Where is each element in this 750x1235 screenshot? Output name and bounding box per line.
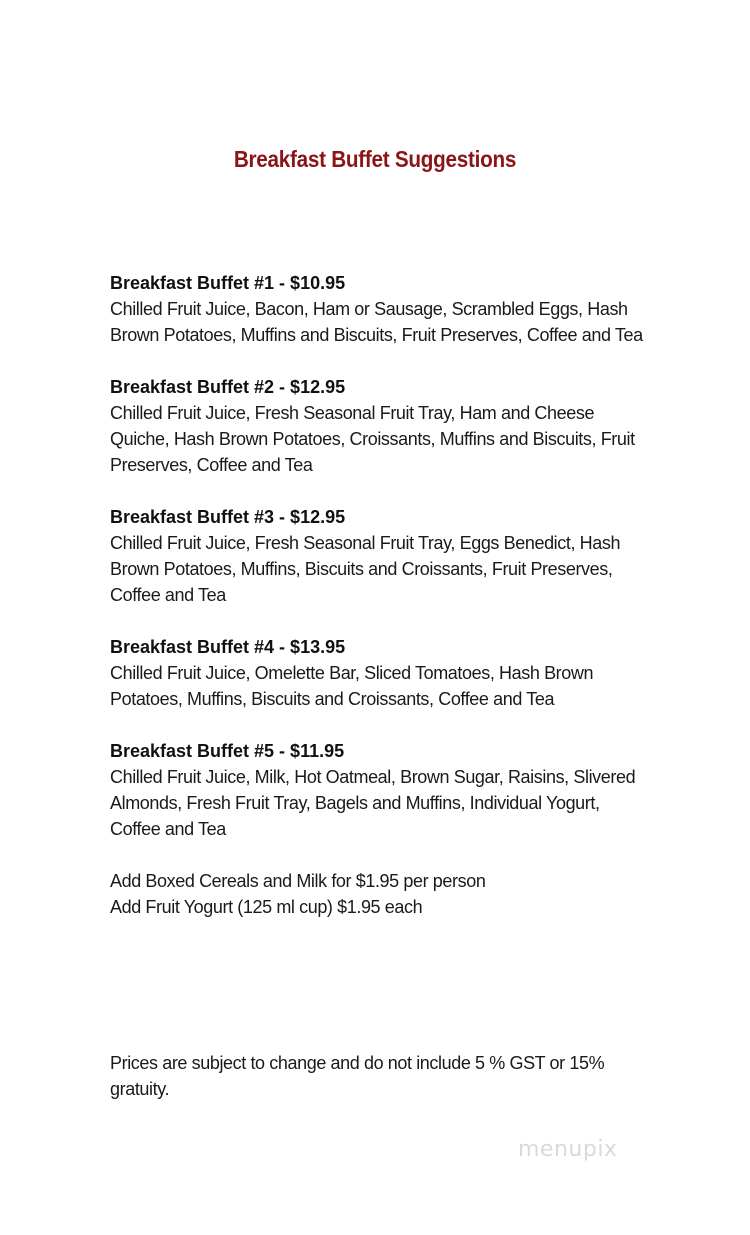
buffet-heading: Breakfast Buffet #5 - $11.95 (110, 741, 345, 761)
watermark-logo: menupix (518, 1137, 618, 1162)
addon-yogurt: Add Fruit Yogurt (125 ml cup) $1.95 each (110, 897, 423, 917)
buffet-heading: Breakfast Buffet #4 - $13.95 (110, 637, 346, 657)
buffet-menu (110, 270, 650, 920)
buffet-description: Chilled Fruit Juice, Omelette Bar, Sliced Tomatoes, Hash Brown Potatoes, Muffins, Biscuits and Croissants, Coffee and Tea (110, 663, 594, 709)
buffet-item-2 (110, 374, 650, 478)
buffet-heading: Breakfast Buffet #2 - $12.95 (110, 377, 346, 397)
buffet-heading: Breakfast Buffet #3 - $12.95 (110, 507, 346, 527)
buffet-description: Chilled Fruit Juice, Bacon, Ham or Sausage, Scrambled Eggs, Hash Brown Potatoes, Muffins and Biscuits, Fruit Preserves, Coffee and Tea (110, 299, 643, 345)
buffet-description: Chilled Fruit Juice, Milk, Hot Oatmeal, Brown Sugar, Raisins, Slivered Almonds, Fresh Fruit Tray, Bagels and Muffins, Individual Yogurt, Coffee and Tea (110, 767, 636, 839)
buffet-heading: Breakfast Buffet #1 - $10.95 (110, 273, 346, 293)
buffet-description: Chilled Fruit Juice, Fresh Seasonal Fruit Tray, Eggs Benedict, Hash Brown Potatoes, Muffins, Biscuits and Croissants, Fruit Preserves, Coffee and Tea (110, 533, 621, 605)
price-disclaimer: Prices are subject to change and do not include 5 % GST or 15% gratuity. (110, 1053, 605, 1099)
page-title: Breakfast Buffet Suggestions (233, 146, 517, 172)
buffet-item-5 (110, 738, 650, 842)
buffet-item-1 (110, 270, 650, 348)
addons-list (110, 868, 650, 920)
buffet-item-4 (110, 634, 650, 712)
addon-cereal: Add Boxed Cereals and Milk for $1.95 per person (110, 871, 486, 891)
buffet-item-3 (110, 504, 650, 608)
buffet-description: Chilled Fruit Juice, Fresh Seasonal Fruit Tray, Ham and Cheese Quiche, Hash Brown Potatoes, Croissants, Muffins and Biscuits, Fruit Preserves, Coffee and Tea (110, 403, 635, 475)
